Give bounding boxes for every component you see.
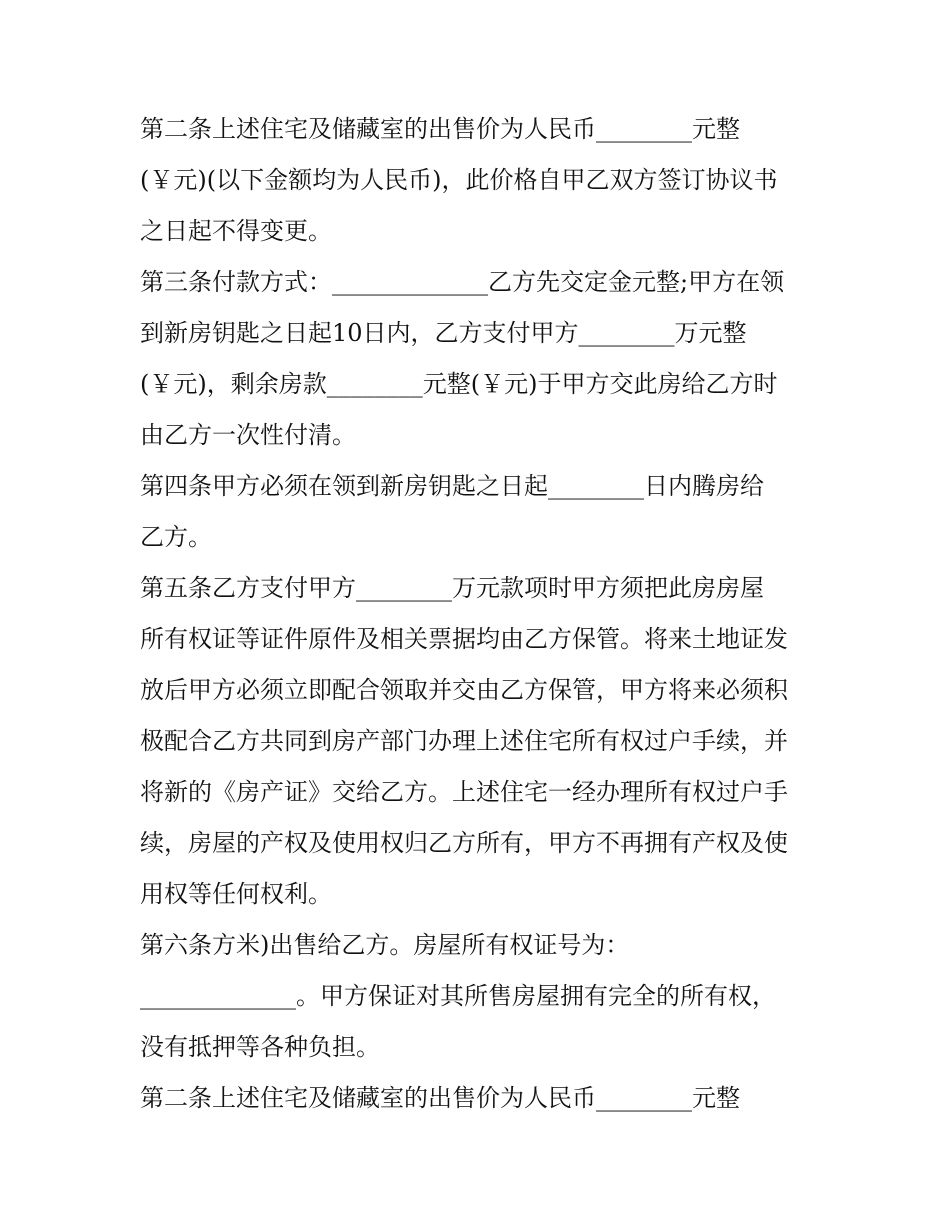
text-line: 第三条付款方式：_____________乙方先交定金元整;甲方在领 xyxy=(140,268,785,296)
document-body xyxy=(140,104,820,1124)
text-line: (￥元)，剩余房款________元整(￥元)于甲方交此房给乙方时 xyxy=(140,370,778,398)
text-line: 第二条上述住宅及储藏室的出售价为人民币________元整 xyxy=(140,115,740,143)
text-line: 放后甲方必须立即配合领取并交由乙方保管，甲方将来必须积 xyxy=(140,676,788,704)
text-line: 由乙方一次性付清。 xyxy=(140,421,356,449)
text-line: (￥元)(以下金额均为人民币)，此价格自甲乙双方签订协议书 xyxy=(140,166,778,194)
text-line: 之日起不得变更。 xyxy=(140,217,332,245)
text-line: 所有权证等证件原件及相关票据均由乙方保管。将来土地证发 xyxy=(140,625,788,653)
text-line: _____________。甲方保证对其所售房屋拥有完全的所有权， xyxy=(140,982,776,1010)
text-line: 第二条上述住宅及储藏室的出售价为人民币________元整 xyxy=(140,1084,740,1112)
text-line: 极配合乙方共同到房产部门办理上述住宅所有权过户手续，并 xyxy=(140,727,788,755)
text-line: 乙方。 xyxy=(140,523,212,551)
text-line: 第四条甲方必须在领到新房钥匙之日起________日内腾房给 xyxy=(140,472,764,500)
text-line: 用权等任何权利。 xyxy=(140,880,332,908)
text-line: 将新的《房产证》交给乙方。上述住宅一经办理所有权过户手 xyxy=(140,778,788,806)
text-line: 续，房屋的产权及使用权归乙方所有，甲方不再拥有产权及使 xyxy=(140,829,788,857)
text-line: 没有抵押等各种负担。 xyxy=(140,1033,380,1061)
text-line: 第六条方米)出售给乙方。房屋所有权证号为： xyxy=(140,931,630,959)
text-line: 第五条乙方支付甲方________万元款项时甲方须把此房房屋 xyxy=(140,574,764,602)
text-line: 到新房钥匙之日起10日内，乙方支付甲方________万元整 xyxy=(140,319,747,347)
